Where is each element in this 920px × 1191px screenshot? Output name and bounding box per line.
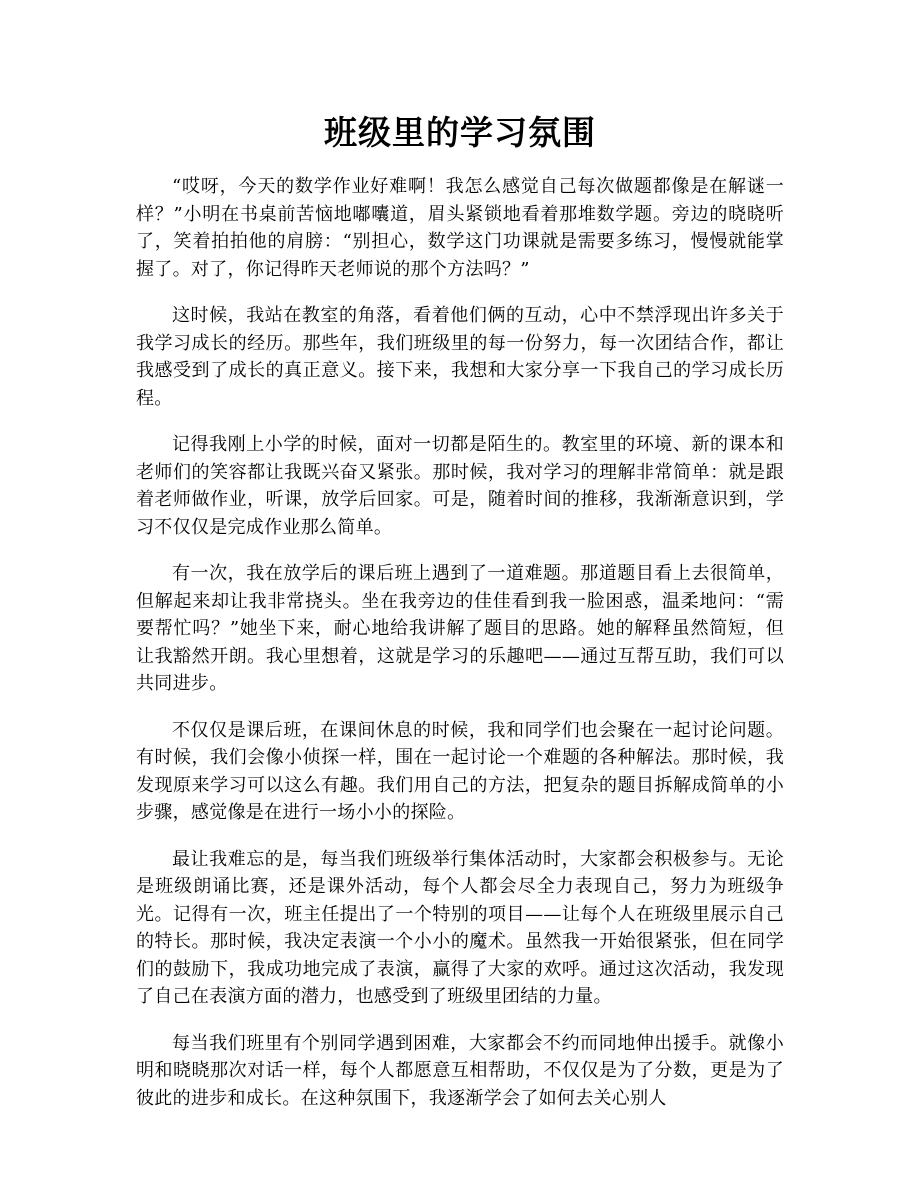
paragraph: 有一次，我在放学后的课后班上遇到了一道难题。那道题目看上去很简单，但解起来却让我非常挠头。坐在我旁边的佳佳看到我一脸困惑，温柔地问：“需要帮忙吗？”她坐下来，耐心地给我讲解了题目的思路。她的解释虽然简短，但让我豁然开朗。我心里想着，这就是学习的乐趣吧——通过互帮互助，我们可以共同进步。 xyxy=(136,563,784,694)
paragraph: “哎呀，今天的数学作业好难啊！我怎么感觉自己每次做题都像是在解谜一样？”小明在书桌前苦恼地嘟囔道，眉头紧锁地看着那堆数学题。旁边的晓晓听了，笑着拍拍他的肩膀：“别担心，数学这门功课就是需要多练习，慢慢就能掌握了。对了，你记得昨天老师说的那个方法吗？” xyxy=(136,176,784,280)
paragraph: 最让我难忘的是，每当我们班级举行集体活动时，大家都会积极参与。无论是班级朗诵比赛，还是课外活动，每个人都会尽全力表现自己，努力为班级争光。记得有一次，班主任提出了一个特别的项目——让每个人在班级里展示自己的特长。那时候，我决定表演一个小小的魔术。虽然我一开始很紧张，但在同学们的鼓励下，我成功地完成了表演，赢得了大家的欢呼。通过这次活动，我发现了自己在表演方面的潜力，也感受到了班级里团结的力量。 xyxy=(136,848,784,1007)
document-title: 班级里的学习氛围 xyxy=(324,113,596,152)
paragraph: 不仅仅是课后班，在课间休息的时候，我和同学们也会聚在一起讨论问题。有时候，我们会像小侦探一样，围在一起讨论一个难题的各种解法。那时候，我发现原来学习可以这么有趣。我们用自己的方法，把复杂的题目拆解成简单的小步骤，感觉像是在进行一场小小的探险。 xyxy=(136,719,784,823)
paragraph: 记得我刚上小学的时候，面对一切都是陌生的。教室里的环境、新的课本和老师们的笑容都让我既兴奋又紧张。那时候，我对学习的理解非常简单：就是跟着老师做作业，听课，放学后回家。可是，随着时间的推移，我渐渐意识到，学习不仅仅是完成作业那么简单。 xyxy=(136,434,784,538)
paragraph: 每当我们班里有个别同学遇到困难，大家都会不约而同地伸出援手。就像小明和晓晓那次对话一样，每个人都愿意互相帮助，不仅仅是为了分数，更是为了彼此的进步和成长。在这种氛围下，我逐渐学会了如何去关心别人 xyxy=(136,1032,784,1109)
paragraph: 这时候，我站在教室的角落，看着他们俩的互动，心中不禁浮现出许多关于我学习成长的经历。那些年，我们班级里的每一份努力，每一次团结合作，都让我感受到了成长的真正意义。接下来，我想和大家分享一下我自己的学习成长历程。 xyxy=(136,305,784,409)
